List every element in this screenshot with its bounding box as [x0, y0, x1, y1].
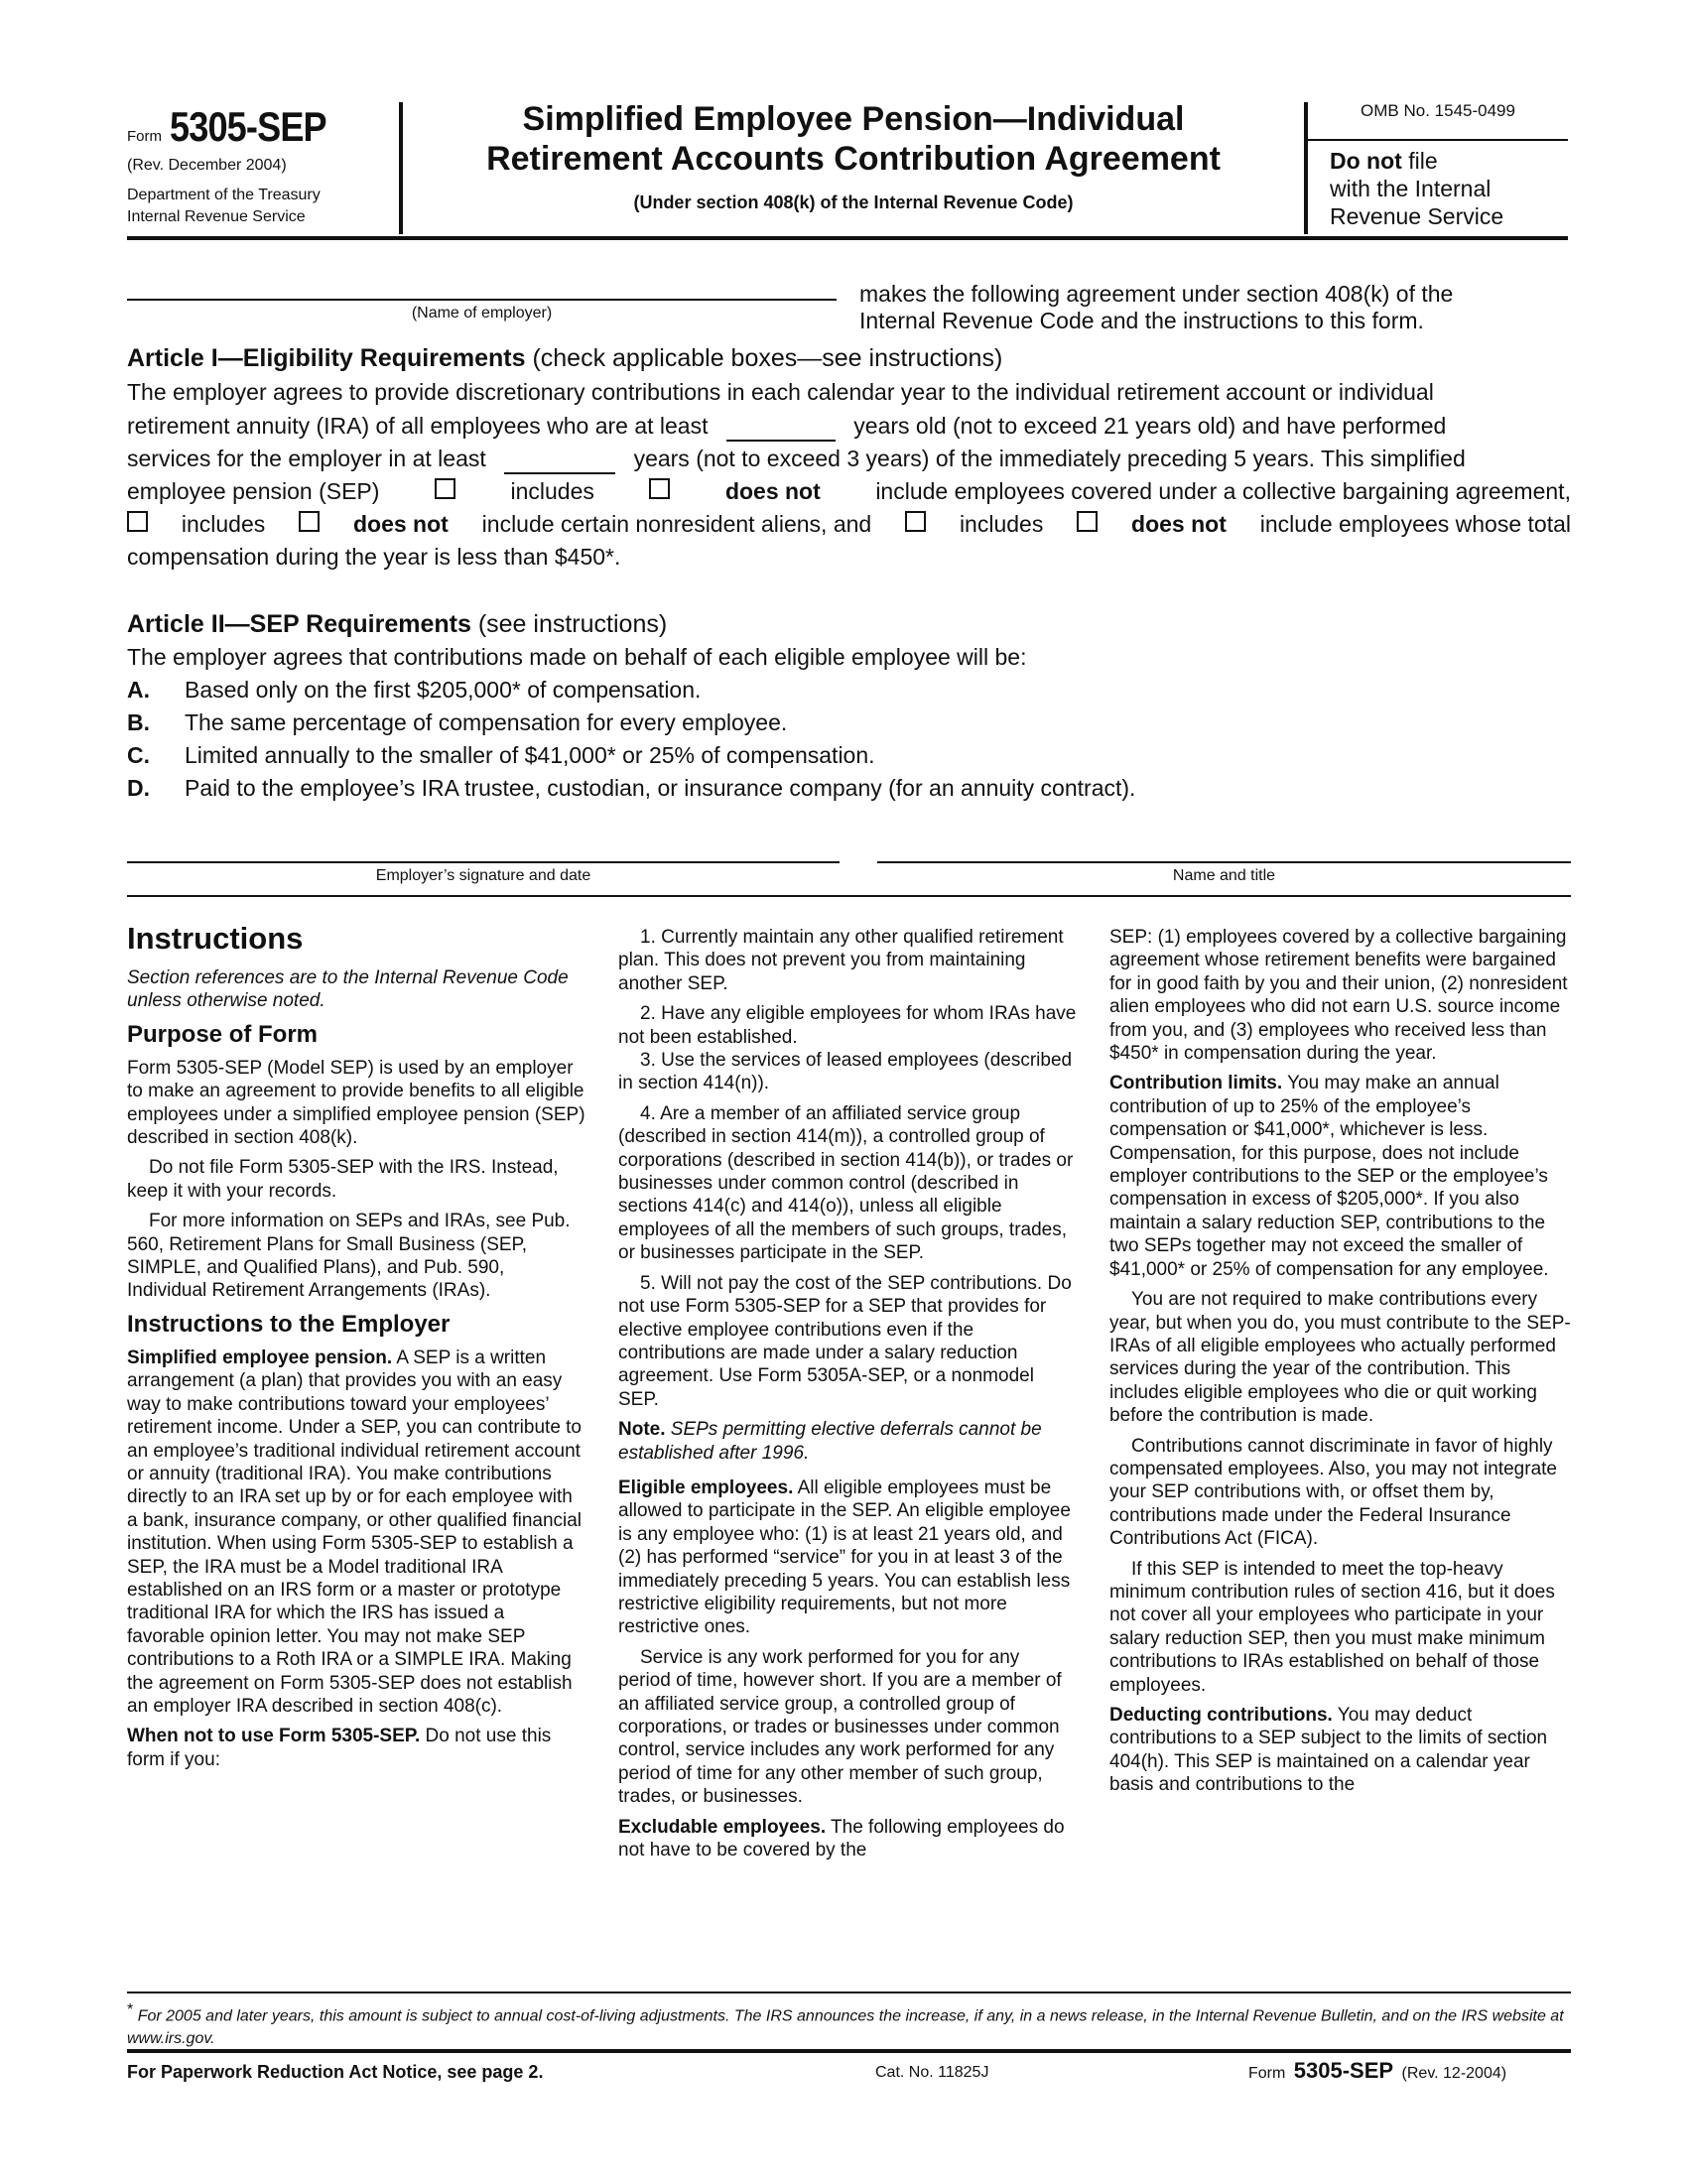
age-field[interactable]	[726, 413, 836, 442]
agreement-statement	[859, 281, 1540, 334]
omb-divider	[1308, 139, 1568, 141]
article1-line3	[127, 446, 1571, 474]
agency-block	[127, 185, 405, 228]
article1-line4-b: include employees covered under a collective bargaining agreement,	[875, 478, 1571, 504]
paperwork-notice: For Paperwork Reduction Act Notice, see page 2.	[127, 2062, 544, 2082]
when-not-paragraph	[127, 1725, 585, 1771]
form-number: 5305-SEP	[170, 103, 327, 150]
instructions-column-3	[1109, 926, 1571, 1804]
article1-line2-b: years old (not to exceed 21 years old) and have performed	[853, 413, 1447, 439]
article1-note: (check applicable boxes—see instructions)	[532, 344, 1003, 372]
deducting-paragraph	[1109, 1704, 1571, 1797]
do-not-label: Do not	[1330, 148, 1402, 174]
employer-signature-field[interactable]	[127, 861, 840, 863]
department-name: Department of the Treasury	[127, 187, 321, 203]
compensation-includes-label: includes	[959, 511, 1044, 537]
agreement-line1: makes the following agreement under section 408(k) of the	[859, 281, 1454, 307]
article1-line4-a: employee pension (SEP)	[127, 478, 380, 504]
footer-form-id	[1248, 2058, 1506, 2084]
employer-instructions-heading: Instructions to the Employer	[127, 1310, 451, 1338]
not-required-paragraph: You are not required to make contributions every year, but when you do, you must contribute to the SEP-IRAs of all eligible employees who actually performed services during the year of the contribution. This includes eligible employees who die or quit working before the contribution is made.	[1109, 1289, 1571, 1427]
form-subtitle: (Under section 408(k) of the Internal Revenue Code)	[633, 193, 1074, 212]
excludable-text: The following employees do not have to be covered by the	[618, 1816, 1065, 1862]
revision-date: (Rev. December 2004)	[127, 157, 287, 174]
compensation-does-not-checkbox[interactable]	[1077, 511, 1098, 532]
note-paragraph	[618, 1418, 1077, 1465]
article1-heading	[127, 344, 1002, 373]
list-item: 4. Are a member of an affiliated service group (described in section 414(m)), a controlled group of corporations (described in section 414(b)), or trades or businesses under common control (described in sections 414(c) and 414(o)), unless all eligible employees of all the members of such groups, trades, or businesses participate in the SEP.	[618, 1102, 1074, 1264]
footer-form-number: 5305-SEP	[1293, 2058, 1394, 2083]
article1-line5-b: include certain nonresident aliens, and	[481, 511, 872, 537]
article1-line3-b: years (not to exceed 3 years) of the immediately preceding 5 years. This simplified	[633, 446, 1466, 471]
form-title-line1: Simplified Employee Pension—Individual	[522, 100, 1185, 138]
service-name: Internal Revenue Service	[127, 208, 306, 225]
deducting-text: You may deduct contributions to a SEP subject to the limits of section 404(h). This SEP is maintained on a calendar year basis and contributions to the	[1109, 1705, 1548, 1796]
form-id-block	[127, 103, 405, 228]
footnote-asterisk: *	[127, 2001, 134, 2018]
form-title-block	[417, 99, 1290, 213]
article1-line3-a: services for the employer in at least	[127, 446, 486, 471]
article1-line5	[127, 511, 1571, 538]
list-item: 3. Use the services of leased employees (described in section 414(n)).	[618, 1050, 1073, 1094]
bargaining-includes-label: includes	[510, 478, 594, 504]
list-item: 1. Currently maintain any other qualified retirement plan. This does not prevent you from maintaining another SEP.	[618, 927, 1064, 994]
aliens-includes-checkbox[interactable]	[127, 511, 148, 532]
article1-title: Article I—Eligibility Requirements	[127, 344, 526, 372]
employer-name-label: (Name of employer)	[411, 305, 553, 321]
years-of-service-field[interactable]	[504, 446, 615, 474]
excludable-lead: Excludable employees.	[618, 1816, 827, 1838]
limits-text: You may make an annual contribution of up to 25% of the employee’s compensation or $41,000*, whichever is less. Compensation, for this purpose, does not include employer contributions to the SEP or the employee’s compensation in excess of $205,000*. If you also maintain a salary reduction SEP, contributions to the two SEPs together may not exceed the smaller of $41,000* or 25% of compensation for any employee.	[1109, 1073, 1549, 1280]
requirement-text: Based only on the first $205,000* of compensation.	[185, 677, 702, 703]
eligible-text: All eligible employees must be allowed to participate in the SEP. An eligible employee is any employee who: (1) is at least 21 years old, and (2) has performed “service” for you in at least 3 of the immediately preceding 5 years. You can establish less restrictive eligibility requirements, but not more restrictive ones.	[618, 1477, 1071, 1638]
sep-text: A SEP is a written arrangement (a plan) that provides you with an easy way to make contributions toward your employees’ retirement income. Under a SEP, you can contribute to an employee’s traditional individual retirement account or annuity (traditional IRA). You make contributions directly to an IRA set up by or for each employee with a bank, insurance company, or other qualified financial institution. When using Form 5305-SEP to establish a SEP, the IRA must be a Model traditional IRA established on an IRS form or a master or prototype traditional IRA for which the IRS has issued a favorable opinion letter. You may not make SEP contributions to a Roth IRA or a SIMPLE IRA. Making the agreement on Form 5305-SEP does not establish an employer IRA described in section 408(c).	[127, 1347, 583, 1717]
limits-lead: Contribution limits.	[1109, 1073, 1283, 1094]
requirement-text: Paid to the employee’s IRA trustee, custodian, or insurance company (for an annuity contract).	[185, 775, 1136, 801]
footer-rule	[127, 2049, 1571, 2053]
requirement-text: Limited annually to the smaller of $41,000* or 25% of compensation.	[185, 742, 875, 768]
article1-line2-a: retirement annuity (IRA) of all employees who are at least	[127, 413, 709, 439]
section-references-note: Section references are to the Internal Revenue Code unless otherwise noted.	[127, 967, 569, 1012]
bargaining-includes-checkbox[interactable]	[435, 478, 455, 499]
name-title-label: Name and title	[1172, 867, 1276, 884]
list-item: 2. Have any eligible employees for whom IRAs have not been established.	[618, 1003, 1077, 1048]
sep-lead: Simplified employee pension.	[127, 1347, 393, 1368]
do-not-line3: Revenue Service	[1330, 203, 1504, 229]
discriminate-paragraph: Contributions cannot discriminate in favor of highly compensated employees. Also, you may not integrate your SEP contributions with, or offset them by, contributions made under the Federal Insurance Contributions Act (FICA).	[1109, 1435, 1557, 1550]
bargaining-does-not-checkbox[interactable]	[649, 478, 670, 499]
bargaining-does-not-label: does not	[724, 478, 821, 504]
deducting-lead: Deducting contributions.	[1109, 1705, 1333, 1726]
footnote	[127, 1998, 1571, 2050]
aliens-does-not-label: does not	[352, 511, 449, 537]
excludable-paragraph	[618, 1816, 1077, 1863]
requirement-item	[127, 709, 787, 736]
requirement-item	[127, 775, 1135, 802]
purpose-paragraph-2: Do not file Form 5305-SEP with the IRS. Instead, keep it with your records.	[127, 1157, 559, 1202]
service-paragraph: Service is any work performed for you for any period of time, however short. If you are a member of an affiliated service group, a controlled group of corporations, or trades or businesses under common control, service includes any work performed for any period of time for any other member of such group, trades, or businesses.	[618, 1646, 1062, 1808]
when-not-lead: When not to use Form 5305-SEP.	[127, 1726, 421, 1747]
note-lead: Note.	[618, 1419, 666, 1441]
requirement-item	[127, 677, 701, 704]
compensation-includes-checkbox[interactable]	[905, 511, 926, 532]
instructions-heading: Instructions	[127, 921, 304, 956]
requirement-letter: C.	[127, 742, 150, 768]
header-rule	[127, 236, 1568, 240]
header-divider-right	[1304, 102, 1308, 234]
eligible-lead: Eligible employees.	[618, 1477, 794, 1498]
article2-intro: The employer agrees that contributions made on behalf of each eligible employee will be:	[127, 644, 1027, 670]
article1-line6: compensation during the year is less than $450*.	[127, 544, 621, 570]
name-and-title-field[interactable]	[877, 861, 1571, 863]
instructions-column-1	[127, 921, 585, 1778]
aliens-does-not-checkbox[interactable]	[299, 511, 320, 532]
requirement-item	[127, 742, 875, 769]
aliens-includes-label: includes	[181, 511, 266, 537]
article1-line5-c: include employees whose total	[1259, 511, 1571, 537]
header-divider-left	[399, 102, 403, 234]
requirement-text: The same percentage of compensation for every employee.	[185, 709, 788, 735]
eligible-paragraph	[618, 1477, 1077, 1639]
do-not-file-notice	[1330, 147, 1568, 230]
top-heavy-paragraph: If this SEP is intended to meet the top-heavy minimum contribution rules of section 416, but it does not cover all your employees who participate in your salary reduction SEP, then you must make minimum contributions to IRAs established on behalf of those employees.	[1109, 1558, 1555, 1696]
article2-title: Article II—SEP Requirements	[127, 610, 471, 638]
footer-form-word: Form	[1248, 2065, 1286, 2082]
footnote-text: For 2005 and later years, this amount is subject to annual cost-of-living adjustments. The IRS announces the increase, if any, in a news release, in the Internal Revenue Bulletin, and on the IRS website at www.irs.gov.	[127, 2007, 1564, 2048]
note-text: SEPs permitting elective deferrals cannot be established after 1996.	[618, 1419, 1042, 1464]
requirement-letter: A.	[127, 677, 150, 703]
article1-line1: The employer agrees to provide discretionary contributions in each calendar year to the individual retirement account or individual	[127, 379, 1434, 405]
excludable-continued: SEP: (1) employees covered by a collective bargaining agreement whose retirement benefits were bargained for in good faith by you and their union, (2) nonresident alien employees who did not earn U.S. source income from you, and (3) employees who received less than $450* in compensation during the year.	[1109, 927, 1568, 1065]
purpose-paragraph-3: For more information on SEPs and IRAs, see Pub. 560, Retirement Plans for Small Business (SEP, SIMPLE, and Qualified Plans), and Pub. 590, Individual Retirement Arrangements (IRAs).	[127, 1211, 571, 1302]
purpose-paragraph-1: Form 5305-SEP (Model SEP) is used by an employer to make an agreement to provide benefits to all eligible employees under a simplified employee pension (SEP) described in section 408(k).	[127, 1057, 585, 1149]
signature-rule	[127, 895, 1571, 897]
list-item: 5. Will not pay the cost of the SEP contributions. Do not use Form 5305-SEP for a SEP that provides for elective employee contributions even if the contributions are made under a salary reduction agreement. Use Form 5305A-SEP, or a nonmodel SEP.	[618, 1272, 1072, 1410]
article1-line4	[127, 478, 1571, 505]
footnote-rule	[127, 1991, 1571, 1993]
requirement-letter: B.	[127, 709, 150, 735]
footer-revision: (Rev. 12-2004)	[1401, 2065, 1507, 2082]
employer-name-field[interactable]	[127, 299, 837, 301]
requirement-letter: D.	[127, 775, 150, 801]
omb-number: OMB No. 1545-0499	[1361, 101, 1515, 120]
signature-label: Employer’s signature and date	[375, 867, 591, 884]
form-word: Form	[127, 128, 162, 145]
agreement-line2: Internal Revenue Code and the instructions to this form.	[859, 308, 1424, 333]
article1-line2	[127, 413, 1571, 442]
when-not-text: Do not use this form if you:	[127, 1726, 552, 1770]
article2-note: (see instructions)	[477, 610, 668, 638]
sep-paragraph	[127, 1347, 585, 1719]
limits-paragraph	[1109, 1072, 1571, 1281]
instructions-column-2	[618, 926, 1077, 1868]
form-title-line2: Retirement Accounts Contribution Agreement	[486, 140, 1221, 178]
do-not-file-word: file	[1408, 148, 1438, 174]
compensation-does-not-label: does not	[1131, 511, 1227, 537]
article2-heading	[127, 610, 667, 639]
do-not-line2: with the Internal	[1330, 176, 1492, 201]
purpose-heading: Purpose of Form	[127, 1020, 319, 1048]
catalog-number: Cat. No. 11825J	[875, 2064, 989, 2081]
